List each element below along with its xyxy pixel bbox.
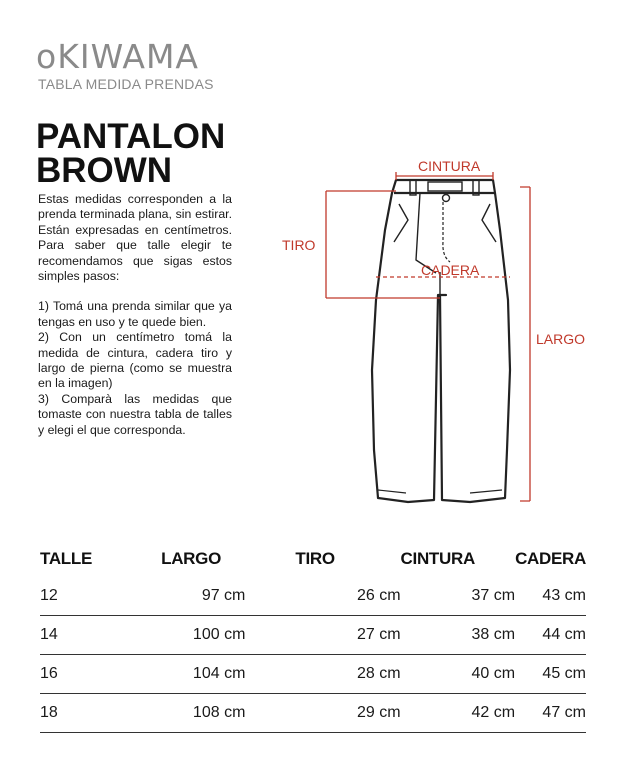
cadera-label: CADERA bbox=[421, 262, 480, 278]
table-row bbox=[40, 577, 586, 616]
column-header-talle: TALLE bbox=[40, 549, 93, 568]
cell-talle: 14 bbox=[40, 616, 161, 655]
column-header-cintura: CINTURA bbox=[400, 549, 475, 568]
cell-cadera: 45 cm bbox=[515, 655, 586, 694]
cell-talle: 18 bbox=[40, 694, 161, 733]
cell-largo: 100 cm bbox=[161, 616, 295, 655]
table-row bbox=[40, 616, 586, 655]
table-row bbox=[40, 694, 586, 733]
cell-talle: 12 bbox=[40, 587, 58, 604]
table-header-row bbox=[40, 541, 586, 577]
size-table bbox=[40, 541, 586, 733]
brand-subtitle: TABLA MEDIDA PRENDAS bbox=[38, 76, 214, 92]
step-3: 3) Comparà las medidas que tomaste con nuestra tabla de talles y elegi el que corresponda. bbox=[38, 391, 232, 437]
cell-tiro: 26 cm bbox=[356, 587, 401, 604]
cell-tiro: 29 cm bbox=[295, 694, 400, 733]
cell-cadera: 47 cm bbox=[515, 694, 586, 733]
column-header-tiro: TIRO bbox=[295, 549, 335, 568]
cell-cadera: 43 cm bbox=[542, 587, 586, 604]
cell-talle: 16 bbox=[40, 655, 161, 694]
pants-measurement-diagram bbox=[270, 150, 610, 520]
step-2: 2) Con un centímetro tomá la medida de cintura, cadera tiro y largo de pierna (como se muestra en la imagen) bbox=[38, 330, 232, 391]
table-row bbox=[40, 655, 586, 694]
product-title-line1: PANTALON bbox=[36, 117, 226, 156]
instructions bbox=[38, 192, 232, 438]
intro-text: Estas medidas corresponden a la prenda terminada plana, sin estirar. Están expresadas en centímetros. Para saber que talle elegir te recomendamos que sigas estos simples pasos: bbox=[38, 192, 232, 284]
cell-largo: 104 cm bbox=[161, 655, 295, 694]
cell-cintura: 40 cm bbox=[401, 655, 516, 694]
cell-tiro: 27 cm bbox=[295, 616, 400, 655]
cell-cintura: 38 cm bbox=[401, 616, 516, 655]
cell-largo: 108 cm bbox=[161, 694, 295, 733]
cell-cintura: 42 cm bbox=[401, 694, 516, 733]
product-title-line2: BROWN bbox=[36, 151, 173, 190]
brand-logo: oKIWAMA bbox=[36, 37, 200, 76]
cell-tiro: 28 cm bbox=[295, 655, 400, 694]
cell-largo: 97 cm bbox=[201, 587, 246, 604]
column-header-cadera: CADERA bbox=[515, 549, 586, 568]
tiro-label: TIRO bbox=[282, 237, 316, 253]
steps-list bbox=[38, 299, 232, 438]
column-header-largo: LARGO bbox=[161, 549, 222, 568]
cintura-label: CINTURA bbox=[418, 158, 481, 174]
step-1: 1) Tomá una prenda similar que ya tengas en uso y te quede bien. bbox=[38, 299, 232, 329]
cell-cadera: 44 cm bbox=[515, 616, 586, 655]
cell-cintura: 37 cm bbox=[471, 587, 516, 604]
product-title bbox=[36, 117, 226, 190]
largo-label: LARGO bbox=[536, 331, 586, 347]
largo-indicator bbox=[520, 187, 530, 501]
button-icon bbox=[443, 195, 450, 202]
pants-illustration bbox=[372, 180, 510, 502]
